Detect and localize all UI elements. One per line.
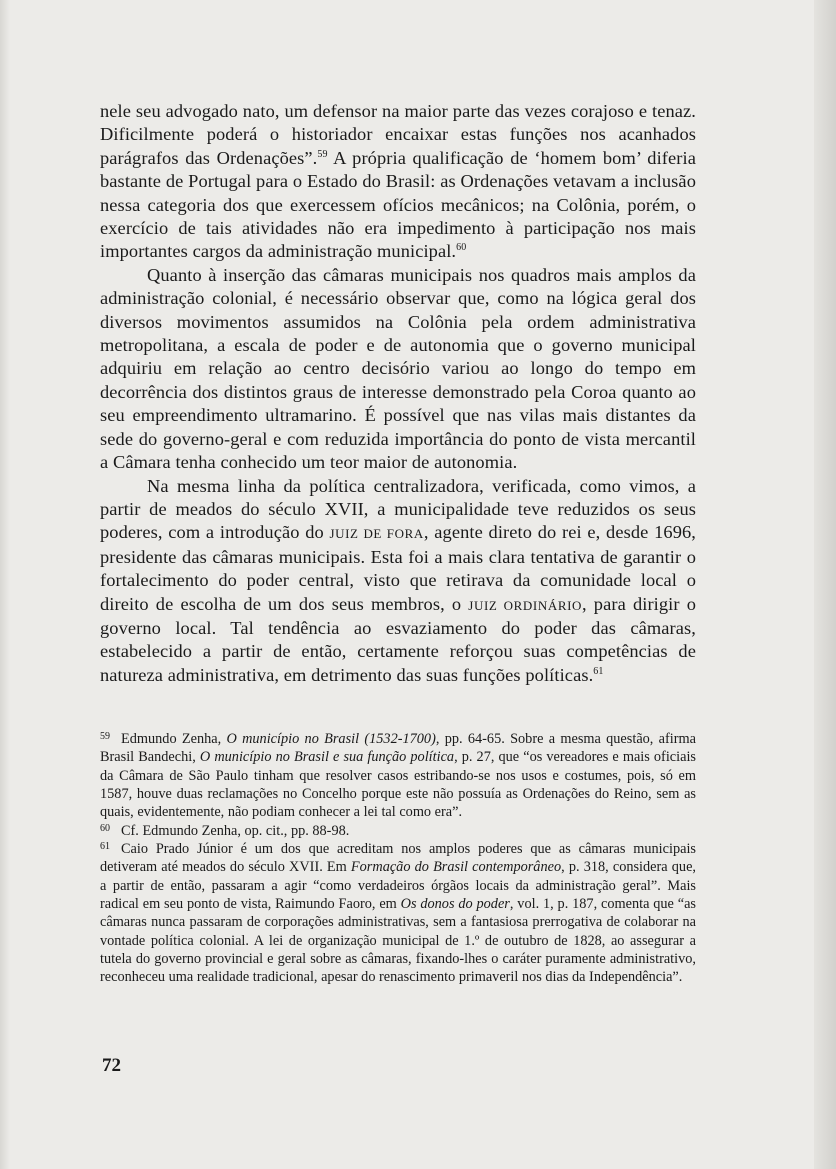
paragraph-1: nele seu advogado nato, um defensor na maior parte das vezes corajoso e tenaz. Dificilmente poderá o historiador encaixar estas funções nos acanhados parágrafos das Ordenações”.$^{59}$ A própria qualificação de ‘homem bom’ diferia bastante de Portugal para o Estado do Brasil: as Ordenações vetavam a inclusão nessa categoria dos que exercessem ofícios mecânicos; na Colônia, porém, o exercício de tais atividades não era impedimento à participação nos mais importantes cargos da administração municipal.$^{60}$ — [100, 101, 696, 262]
page-edge-left — [0, 0, 10, 1169]
page-number: 72 — [102, 1055, 121, 1076]
main-text — [100, 100, 696, 687]
page-edge-right — [814, 0, 836, 1169]
paragraph-3: Na mesma linha da política centralizadora, verificada, como vimos, a partir de meados do século XVII, a municipalidade teve reduzidos os seus poderes, com a introdução do JUIZ DE FORA, agente direto do rei e, desde 1696, presidente das câmaras municipais. Esta foi a mais clara tentativa de garantir o fortalecimento do poder central, visto que retirava da comunidade local o direito de escolha de um dos seus membros, o JUIZ ORDINÁRIO, para dirigir o governo local. Tal tendência ao esvaziamento do poder das câmaras, estabelecido a partir de então, certamente reforçou suas competências de natureza administrativa, em detrimento das suas funções políticas.$^{61}$ — [100, 475, 697, 685]
paragraph-2: Quanto à inserção das câmaras municipais nos quadros mais amplos da administração colonial, é necessário observar que, como na lógica geral dos diversos movimentos assumidos na Colônia pela ordem administrativa metropolitana, a escala de poder e de autonomia que o governo municipal adquiriu em relação ao centro decisório variou ao longo do tempo em decorrência dos distintos graus de interesse demonstrado pela Coroa quanto ao seu empreendimento ultramarino. É possível que nas vilas mais distantes da sede do governo-geral e com reduzida importância do ponto de vista mercantil a Câmara tenha conhecido um teor maior de autonomia. — [100, 264, 696, 473]
footnote-ref-61[interactable]: 61 — [593, 665, 604, 677]
term-juiz-ordinario: JUIZ ORDINÁRIO — [468, 597, 583, 613]
footnotes — [100, 730, 696, 987]
footnote-ref-59[interactable]: 59 — [317, 148, 328, 160]
footnote-ref-60[interactable]: 60 — [456, 242, 467, 254]
footnote-61: 61 Caio Prado Júnior é um dos que acreditam nos amplos poderes que as câmaras municipais detiveram até meados do século XVII. Em Formação do Brasil contemporâneo, p. 318, considera que, a partir de então, passaram a agir “como verdadeiros órgãos locais da administração geral”. Mais radical em seu ponto de vista, Raimundo Faoro, em Os donos do poder, vol. 1, p. 187, comenta que “as câmaras nunca passaram de corporações administrativas, sem a fantasiosa prerrogativa de colaborar na vontade política colonial. A lei de organização municipal de 1.º de outubro de 1828, ao assegurar a tutela do governo provincial e geral sobre as câmaras, fixando-lhes o caráter puramente administrativo, reconheceu uma realidade tradicional, apesar do renascimento primaveril nos dias da Independência”. — [100, 841, 697, 986]
term-juiz-de-fora: JUIZ DE FORA — [329, 526, 424, 542]
footnote-59: 59 Edmundo Zenha, O município no Brasil (1532-1700), pp. 64-65. Sobre a mesma questão, afirma Brasil Bandechi, O município no Brasil e sua função política, p. 27, que “os vereadores e mais oficiais da Câmara de São Paulo tinham que resolver casos estribando-se nos usos e costumes, pois, só em 1587, houve duas reclamações no Concelho porque este não possuía as Ordenações do Reino, sem as quais, evidentemente, não podiam conhecer a lei tal como era”. — [100, 731, 696, 821]
footnote-60: 60 Cf. Edmundo Zenha, op. cit., pp. 88-98. — [100, 822, 350, 839]
